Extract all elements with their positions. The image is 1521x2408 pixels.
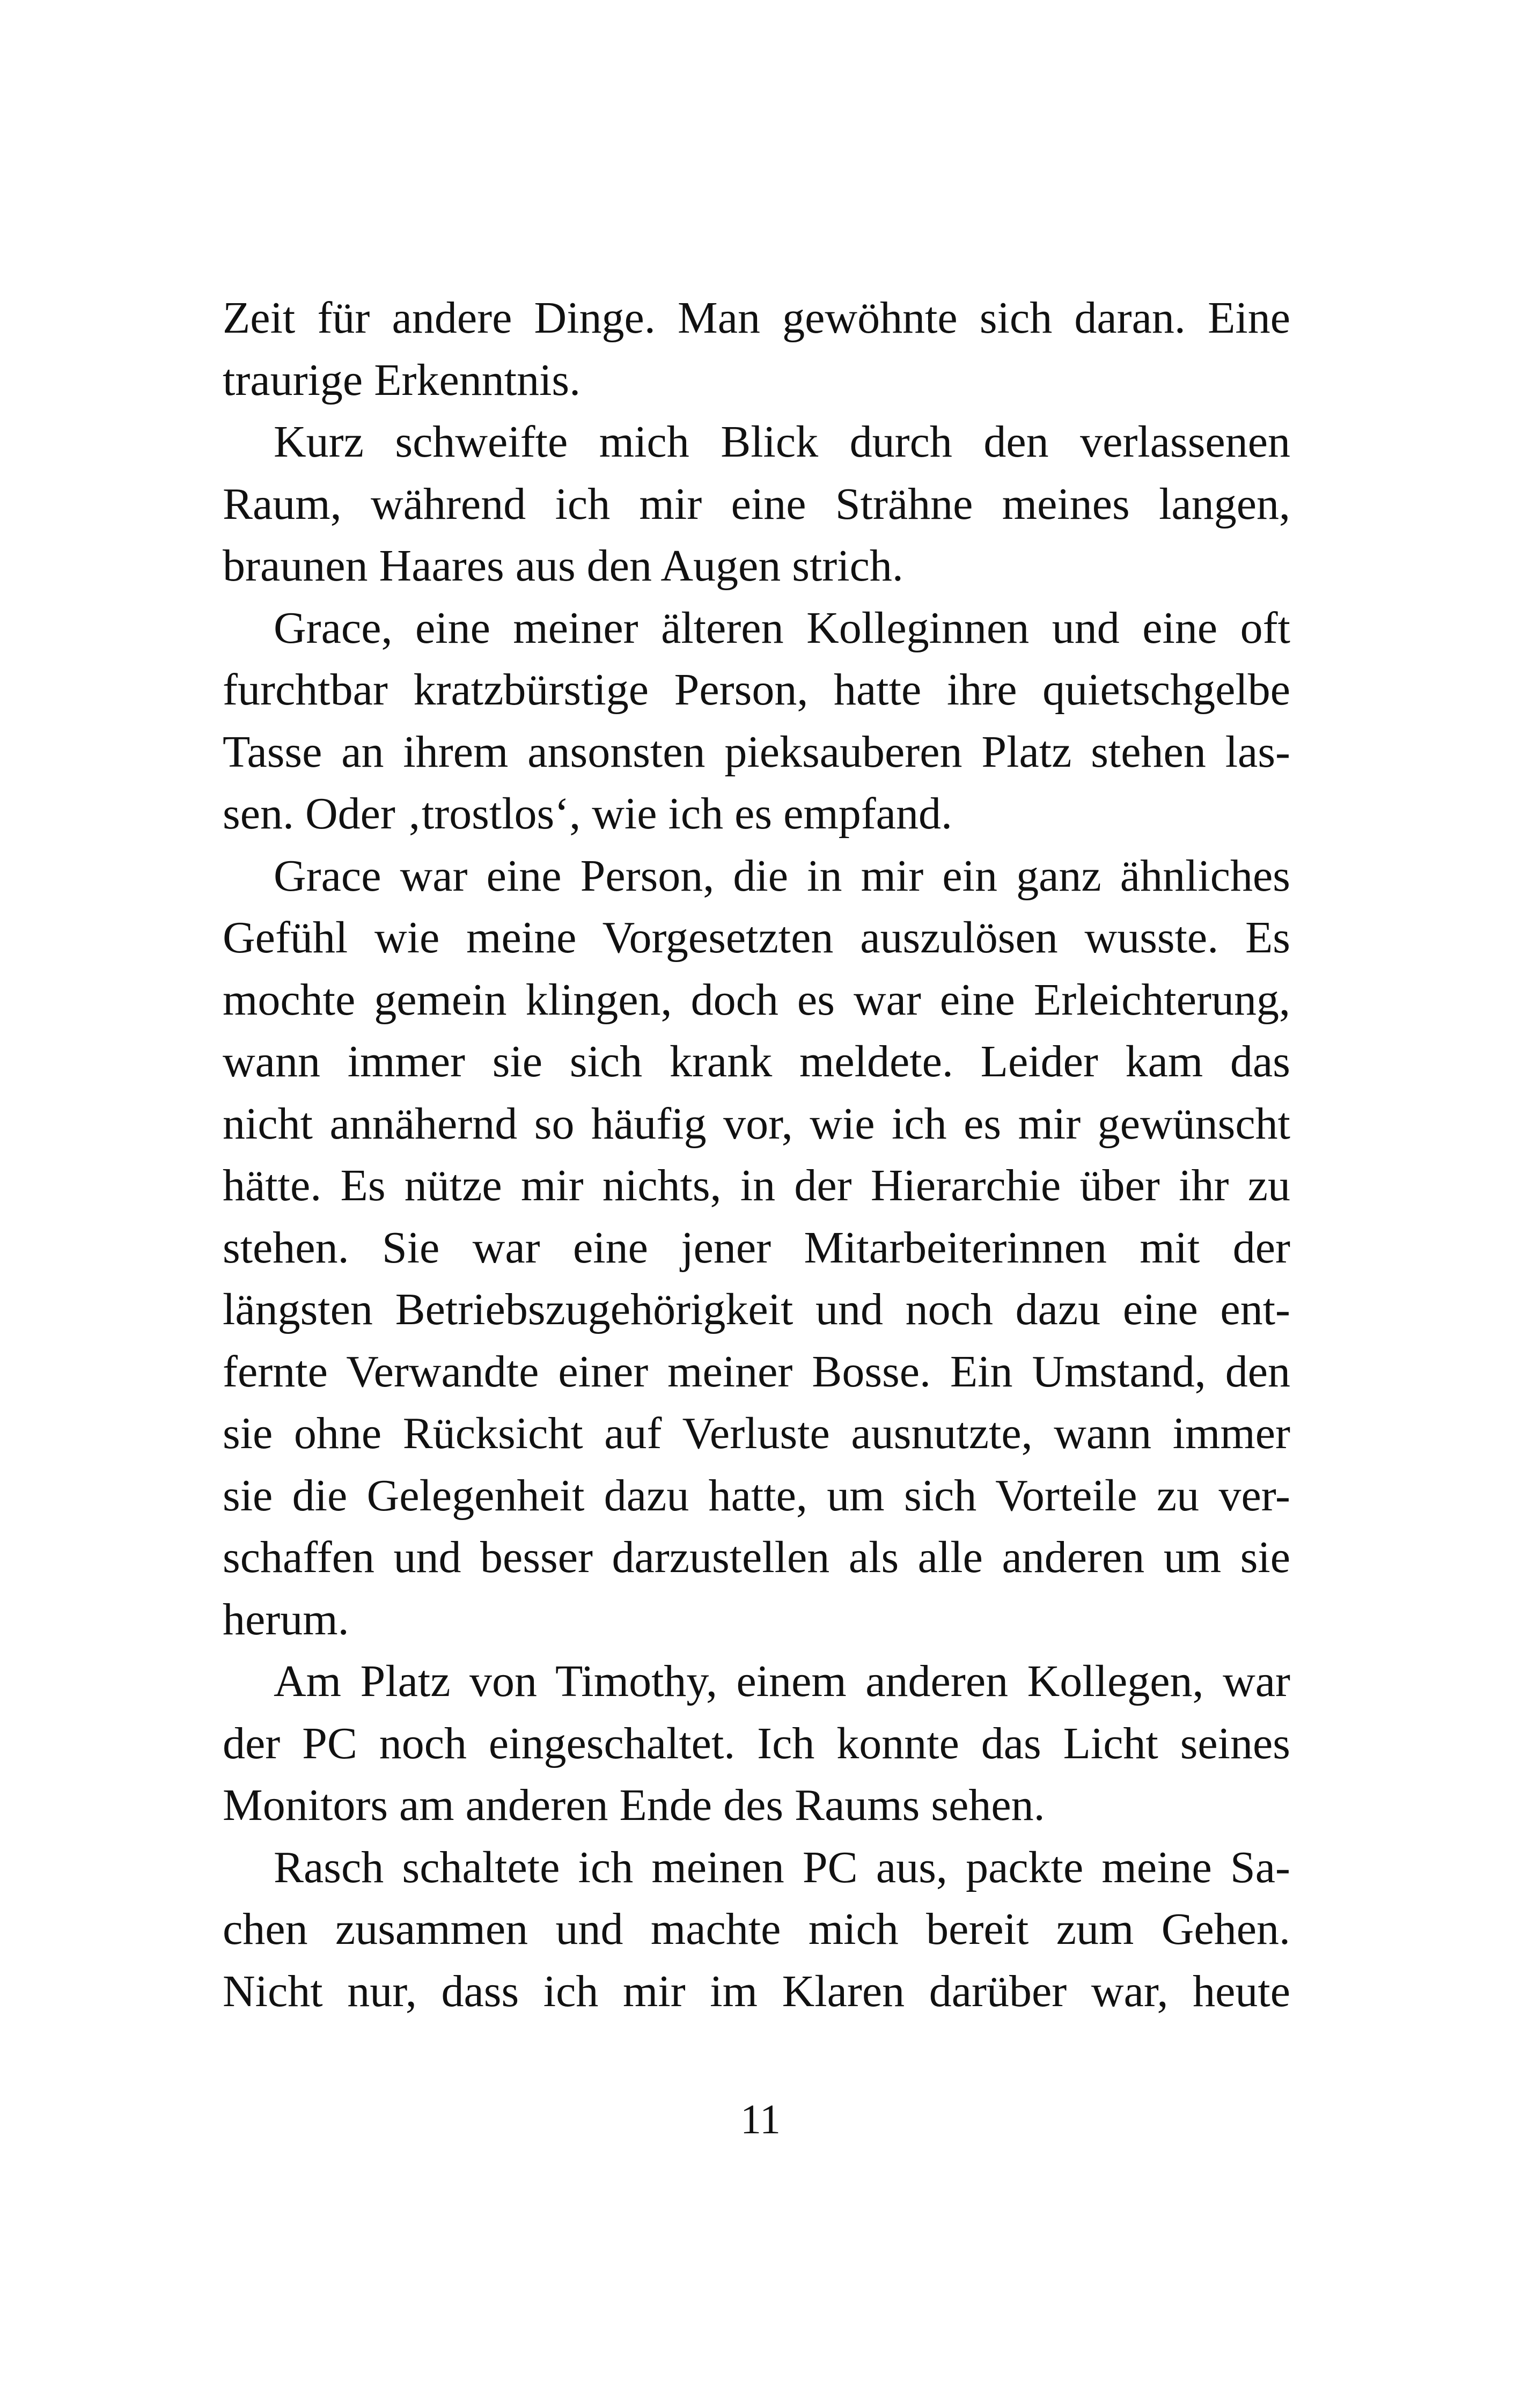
text-line: fernte Verwandte einer meiner Bosse. Ein Umstand, den	[223, 1346, 1290, 1397]
text-line: sen. Oder ‚trostlos‘, wie ich es empfand.	[223, 789, 952, 839]
text-line: schaffen und besser darzustellen als alle anderen um sie	[223, 1532, 1290, 1582]
text-line: braunen Haares aus den Augen strich.	[223, 541, 903, 591]
text-line: sie die Gelegenheit dazu hatte, um sich Vorteile zu ver-	[223, 1470, 1290, 1521]
text-line: Nicht nur, dass ich mir im Klaren darüber war, heute	[223, 1966, 1290, 2016]
text-line: nicht annähernd so häufig vor, wie ich es mir gewünscht	[223, 1098, 1290, 1149]
text-line: Zeit für andere Dinge. Man gewöhnte sich daran. Eine	[223, 293, 1290, 343]
text-line: Grace war eine Person, die in mir ein ganz ähnliches	[274, 850, 1290, 901]
text-line: Raum, während ich mir eine Strähne meines langen,	[223, 479, 1290, 529]
page-number: 11	[740, 2096, 781, 2142]
text-line: Gefühl wie meine Vorgesetzten auszulösen wusste. Es	[223, 913, 1290, 963]
text-line: Am Platz von Timothy, einem anderen Kollegen, war	[274, 1656, 1290, 1706]
text-line: herum.	[223, 1594, 349, 1645]
text-line: Tasse an ihrem ansonsten pieksauberen Platz stehen las-	[223, 726, 1290, 777]
text-line: stehen. Sie war eine jener Mitarbeiterinnen mit der	[223, 1222, 1290, 1273]
text-line: Grace, eine meiner älteren Kolleginnen und eine oft	[274, 603, 1290, 653]
text-line: längsten Betriebszugehörigkeit und noch dazu eine ent-	[223, 1284, 1290, 1334]
text-line: der PC noch eingeschaltet. Ich konnte das Licht seines	[223, 1718, 1290, 1768]
text-line: chen zusammen und machte mich bereit zum Gehen.	[223, 1904, 1290, 1954]
text-line: wann immer sie sich krank meldete. Leider kam das	[223, 1037, 1290, 1086]
text-line: Rasch schaltete ich meinen PC aus, packte meine Sa-	[274, 1842, 1290, 1892]
text-line: Monitors am anderen Ende des Raums sehen.	[223, 1780, 1045, 1830]
body-text	[223, 287, 1290, 2022]
text-line: mochte gemein klingen, doch es war eine Erleichterung,	[223, 974, 1290, 1025]
text-line: Kurz schweifte mich Blick durch den verlassenen	[274, 417, 1290, 467]
text-line: sie ohne Rücksicht auf Verluste ausnutzte, wann immer	[223, 1408, 1290, 1458]
text-line: traurige Erkenntnis.	[223, 355, 581, 405]
text-line: furchtbar kratzbürstige Person, hatte ihre quietschgelbe	[223, 665, 1290, 715]
text-line: hätte. Es nütze mir nichts, in der Hierarchie über ihr zu	[223, 1161, 1290, 1210]
